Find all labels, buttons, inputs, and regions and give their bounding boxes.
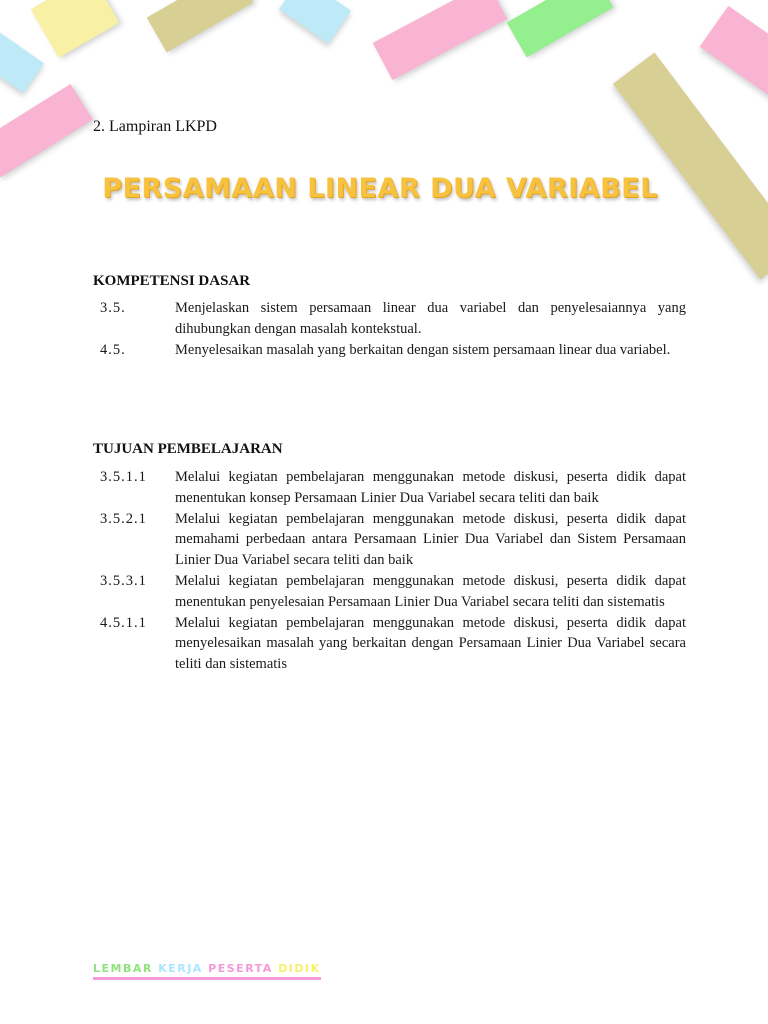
item-text: Melalui kegiatan pembelajaran menggunakan metode diskusi, peserta didik dapat menentukan konsep Persamaan Linier Dua Variabel secara teliti dan baik — [175, 469, 686, 506]
decorative-strip-yellow — [31, 0, 120, 58]
list-item — [100, 467, 686, 509]
item-number: 3.5. — [100, 300, 126, 316]
decorative-strip-blue-top — [279, 0, 351, 44]
footer-word: LEMBAR — [93, 962, 153, 975]
page-title: PERSAMAAN LINEAR DUA VARIABEL — [102, 173, 658, 204]
item-number: 3.5.1.1 — [100, 469, 147, 485]
decorative-strip-tan-top — [147, 0, 254, 52]
item-text: Melalui kegiatan pembelajaran menggunakan metode diskusi, peserta didik dapat menyelesaikan masalah yang berkaitan dengan Persamaan Linier Dua Variabel secara teliti dan sistematis — [175, 614, 686, 673]
item-number: 4.5. — [100, 341, 126, 358]
appendix-label: 2. Lampiran LKPD — [93, 118, 217, 135]
list-item — [100, 298, 686, 340]
item-text: Menyelesaikan masalah yang berkaitan dengan sistem persamaan linear dua variabel. — [175, 341, 671, 358]
list-item — [100, 340, 686, 361]
kompetensi-list — [100, 298, 686, 360]
kompetensi-heading: KOMPETENSI DASAR — [93, 273, 251, 289]
list-item — [100, 613, 686, 675]
footer-word: DIDIK — [278, 962, 321, 975]
decorative-strip-pink-right — [700, 6, 768, 104]
footer-word: PESERTA — [208, 962, 273, 975]
decorative-strip-pink-top — [373, 0, 508, 80]
item-text: Menjelaskan sistem persamaan linear dua variabel dan penyelesaiannya yang dihubungkan dengan masalah kontekstual. — [175, 300, 686, 337]
footer-label — [93, 962, 321, 980]
list-item — [100, 571, 686, 613]
item-number: 4.5.1.1 — [100, 614, 147, 631]
decorative-strip-pink-left — [0, 84, 93, 178]
item-number: 3.5.3.1 — [100, 572, 147, 589]
item-text: Melalui kegiatan pembelajaran menggunakan metode diskusi, peserta didik dapat memahami perbedaan antara Persamaan Linier Dua Variabel dan Sistem Persamaan Linier Dua Variabel secara teliti dan baik — [175, 510, 686, 569]
list-item — [100, 509, 686, 571]
item-number: 3.5.2.1 — [100, 510, 147, 527]
decorative-strip-green — [507, 0, 614, 57]
item-text: Melalui kegiatan pembelajaran menggunakan metode diskusi, peserta didik dapat menentukan penyelesaian Persamaan Linier Dua Variabel secara teliti dan sistematis — [175, 572, 686, 610]
decorative-strip-tan-right — [613, 53, 768, 280]
decorative-strip-blue-left — [0, 23, 44, 93]
tujuan-heading: TUJUAN PEMBELAJARAN — [93, 441, 283, 457]
tujuan-list — [100, 467, 686, 675]
footer-word: KERJA — [158, 962, 203, 975]
